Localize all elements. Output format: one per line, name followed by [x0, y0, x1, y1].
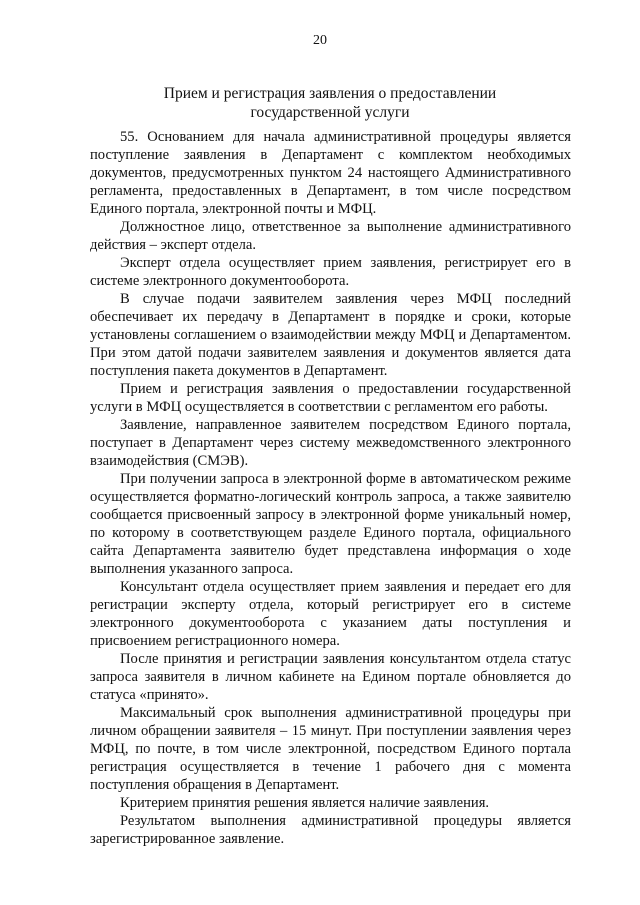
page-number: 20 — [313, 33, 327, 48]
paragraph: В случае подачи заявителем заявления через МФЦ последний обеспечивает их передачу в Департамент в порядке и сроки, которые установлены соглашением о взаимодействии между МФЦ и Департаментом. При этом датой подачи заявителем заявления и документов является дата поступления пакета документов в Департамент. — [90, 291, 571, 379]
paragraph: При получении запроса в электронной форме в автоматическом режиме осуществляется форматно-логический контроль запроса, а также заявителю сообщается присвоенный запросу в электронной форме уникальный номер, по которому в соответствующем разделе Единого портала, официального сайта Департамента заявителю будет представлена информация о ходе выполнения указанного запроса. — [90, 471, 571, 577]
paragraph: Результатом выполнения административной процедуры является зарегистрированное заявление. — [90, 813, 571, 847]
paragraph: Заявление, направленное заявителем посредством Единого портала, поступает в Департамент через систему межведомственного электронного взаимодействия (СМЭВ). — [90, 417, 571, 469]
paragraph: Эксперт отдела осуществляет прием заявления, регистрирует его в системе электронного документооборота. — [90, 255, 571, 289]
document-body — [90, 128, 571, 848]
section-title-line-2: государственной услуги — [250, 104, 410, 121]
section-title-line-1: Прием и регистрация заявления о предоставлении — [163, 85, 497, 102]
paragraph: Прием и регистрация заявления о предоставлении государственной услуги в МФЦ осуществляется в соответствии с регламентом его работы. — [90, 381, 571, 415]
paragraph: 55. Основанием для начала административной процедуры является поступление заявления в Департамент с комплектом необходимых документов, предусмотренных пунктом 24 настоящего Административного регламента, предоставленных в Департамент, в том числе посредством Единого портала, электронной почты и МФЦ. — [90, 129, 571, 217]
paragraph: Критерием принятия решения является наличие заявления. — [120, 795, 490, 811]
paragraph: После принятия и регистрации заявления консультантом отдела статус запроса заявителя в личном кабинете на Едином портале обновляется до статуса «принято». — [90, 651, 571, 703]
section-title — [80, 84, 580, 122]
paragraph: Должностное лицо, ответственное за выполнение административного действия – эксперт отдела. — [90, 219, 571, 253]
paragraph: Максимальный срок выполнения административной процедуры при личном обращении заявителя – 15 минут. При поступлении заявления через МФЦ, по почте, в том числе электронной, посредством Единого портала регистрация осуществляется в течение 1 рабочего дня с момента поступления обращения в Департамент. — [90, 705, 571, 793]
paragraph: Консультант отдела осуществляет прием заявления и передает его для регистрации эксперту отдела, который регистрирует его в системе электронного документооборота с указанием даты поступления и присвоением регистрационного номера. — [90, 579, 571, 649]
